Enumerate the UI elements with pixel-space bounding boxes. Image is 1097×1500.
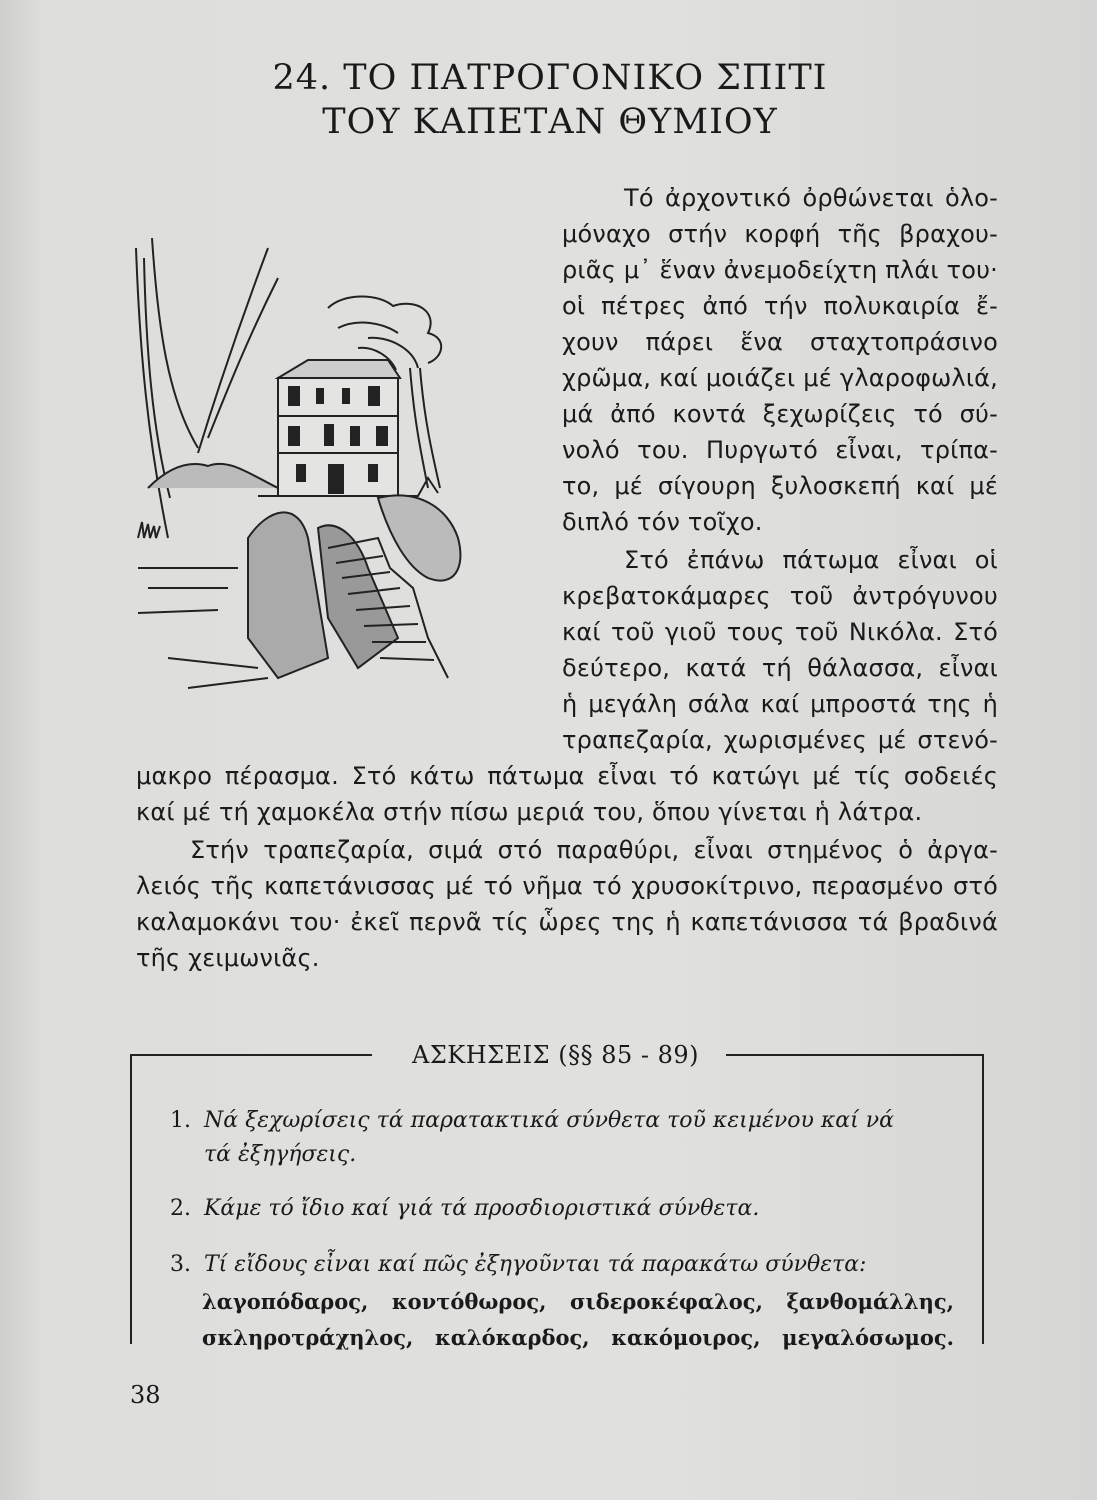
exercise-item-1-continued: τά ἐξηγήσεις. bbox=[204, 1142, 357, 1167]
exercise-item-3 bbox=[170, 1250, 866, 1280]
text-line: χουν πάρει ἕνα σταχτοπράσινο bbox=[562, 328, 998, 356]
exercise-number: 2. bbox=[170, 1196, 191, 1221]
text-line: οἱ πέτρες ἀπό τήν πολυκαιρία ἔ- bbox=[562, 292, 998, 320]
box-top-rule-left bbox=[132, 1054, 372, 1056]
compound-words-line-1: λαγοπόδαρος, κοντόθωρος, σιδεροκέφαλος, ξανθομάλλης, bbox=[202, 1289, 954, 1314]
text-line: τραπεζαρία, χωρισμένες μέ στενό- bbox=[562, 726, 998, 754]
box-top-rule-right bbox=[726, 1054, 982, 1056]
exercise-item-2 bbox=[170, 1194, 759, 1224]
compound-words-line-2: σκληροτράχηλος, καλόκαρδος, κακόμοιρος, μεγαλόσωμος. bbox=[202, 1325, 954, 1350]
text-line: καί τοῦ γιοῦ τους τοῦ Νικόλα. Στό bbox=[562, 618, 998, 646]
text-line: μά ἀπό κοντά ξεχωρίζεις τό σύ- bbox=[562, 400, 998, 428]
text-line: ἡ μεγάλη σάλα καί μπροστά της ἡ bbox=[562, 690, 998, 718]
text-line: καί μέ τή χαμοκέλα στήν πίσω μεριά του, ὅπου γίνεται ἡ λάτρα. bbox=[136, 798, 923, 826]
text-line: χρῶμα, καί μοιάζει μέ γλαροφωλιά, bbox=[562, 364, 998, 392]
exercises-heading: ΑΣΚΗΣΕΙΣ (§§ 85 - 89) bbox=[412, 1041, 700, 1069]
exercise-text: Νά ξεχωρίσεις τά παρατακτικά σύνθετα τοῦ κειμένου καί νά bbox=[204, 1108, 894, 1133]
text-line: το, μέ σίγουρη ξυλοσκεπή καί μέ bbox=[562, 472, 998, 500]
text-line: τῆς χειμωνιᾶς. bbox=[136, 944, 320, 972]
exercise-number: 3. bbox=[170, 1252, 191, 1277]
text-line: μόναχο στήν κορφή τῆς βραχου- bbox=[562, 220, 998, 248]
exercise-item-1 bbox=[170, 1106, 894, 1136]
text-line: καλαμοκάνι του· ἐκεῖ περνᾶ τίς ὧρες της ἡ καπετάνισσα τά βραδινά bbox=[136, 908, 998, 936]
text-line: Στό ἐπάνω πάτωμα εἶναι οἱ bbox=[624, 546, 998, 574]
text-line: μακρο πέρασμα. Στό κάτω πάτωμα εἶναι τό κατώγι μέ τίς σοδειές bbox=[136, 762, 998, 790]
exercise-text: Τί εἴδους εἶναι καί πῶς ἐξηγοῦνται τά παρακάτω σύνθετα: bbox=[204, 1252, 867, 1277]
text-line: νολό του. Πυργωτό εἶναι, τρίπα- bbox=[562, 436, 998, 464]
page-number: 38 bbox=[130, 1381, 161, 1409]
text-line: δεύτερο, κατά τή θάλασσα, εἶναι bbox=[562, 654, 998, 682]
house-on-rocky-shore-icon bbox=[128, 238, 470, 702]
exercise-number: 1. bbox=[170, 1108, 191, 1133]
text-line: λειός τῆς καπετάνισσας μέ τό νῆμα τό χρυσοκίτρινο, περασμένο στό bbox=[136, 872, 998, 900]
text-line: διπλό τόν τοῖχο. bbox=[562, 508, 763, 536]
chapter-title-line-2: ΤΟΥ ΚΑΠΕΤΑΝ ΘΥΜΙΟΥ bbox=[322, 102, 778, 142]
text-line: Τό ἀρχοντικό ὀρθώνεται ὁλο- bbox=[624, 184, 998, 212]
chapter-title-line-1: 24. ΤΟ ΠΑΤΡΟΓΟΝΙΚΟ ΣΠΙΤΙ bbox=[272, 58, 828, 98]
text-line: Στήν τραπεζαρία, σιμά στό παραθύρι, εἶναι στημένος ὁ ἀργα- bbox=[190, 836, 998, 864]
exercise-text: Κάμε τό ἴδιο καί γιά τά προσδιοριστικά σύνθετα. bbox=[204, 1196, 760, 1221]
text-line: κρεβατοκάμαρες τοῦ ἀντρόγυνου bbox=[562, 582, 998, 610]
text-line: ριᾶς μ᾽ ἕναν ἀνεμοδείχτη πλάι του· bbox=[562, 256, 998, 284]
